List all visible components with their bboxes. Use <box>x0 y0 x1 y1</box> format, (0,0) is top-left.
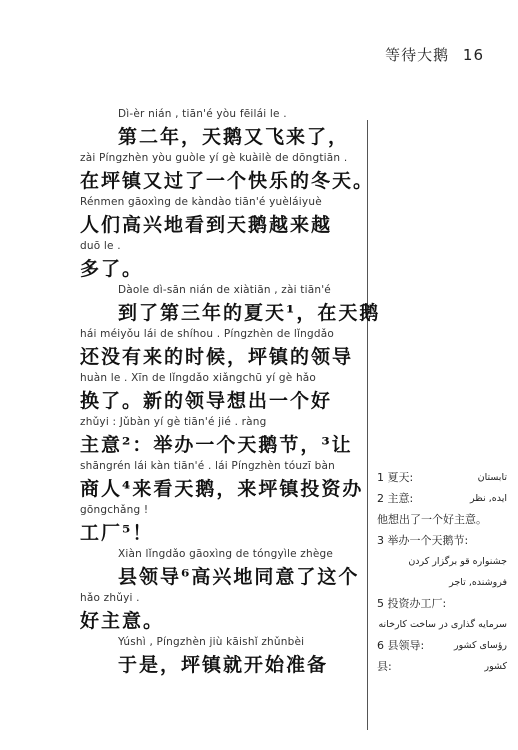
hanzi-line: 在坪镇又过了一个快乐的冬天。 <box>80 170 375 192</box>
note-persian: رؤسای کشور <box>454 640 507 651</box>
note-chinese: 他想出了一个好主意。 <box>377 513 487 526</box>
column-divider <box>367 120 368 730</box>
note-chinese: 5 投资办工厂: <box>377 597 447 610</box>
hanzi-line: 换了。新的领导想出一个好 <box>80 390 333 412</box>
note-chinese: 3 举办一个天鹅节: <box>377 534 469 547</box>
hanzi-line: 主意²：举办一个天鹅节，³让 <box>80 434 353 456</box>
note-chinese: 县: <box>377 660 392 673</box>
pinyin-line: zhǔyi : Jǔbàn yí gè tiān'é jié . ràng <box>80 416 267 428</box>
chapter-title: 等待大鹅 <box>385 46 450 64</box>
text-line <box>80 372 362 416</box>
text-line <box>80 328 362 372</box>
pinyin-line: Rénmen gāoxìng de kàndào tiān'é yuèláiyuè <box>80 196 322 208</box>
vocab-note <box>377 596 507 611</box>
note-persian: جشنواره قو برگزار کردن <box>408 556 507 567</box>
vocab-note <box>377 533 507 548</box>
pinyin-line: zài Píngzhèn yòu guòle yí gè kuàilè de dōngtiān . <box>80 152 348 164</box>
hanzi-line: 还没有来的时候，坪镇的领导 <box>80 346 354 368</box>
note-persian: تابستان <box>477 472 507 483</box>
text-line <box>80 108 362 152</box>
note-chinese: 2 主意: <box>377 492 414 505</box>
text-line <box>80 416 362 460</box>
text-line <box>80 240 362 284</box>
text-line <box>80 504 362 548</box>
pinyin-line: shāngrén lái kàn tiān'é . lái Píngzhèn tóuzī bàn <box>80 460 335 472</box>
vocab-note <box>377 491 507 506</box>
vocab-note <box>377 659 507 674</box>
note-persian: ایده, نظر <box>470 493 507 504</box>
hanzi-line: 工厂⁵！ <box>80 522 154 544</box>
pinyin-line: huàn le . Xīn de lǐngdǎo xiǎngchū yí gè hǎo <box>80 372 317 384</box>
text-line <box>80 636 362 680</box>
note-chinese: 6 县领导: <box>377 639 425 652</box>
text-line <box>80 284 381 328</box>
vocab-note <box>377 575 507 590</box>
text-line <box>80 548 362 592</box>
text-line <box>80 460 362 504</box>
text-line <box>80 152 375 196</box>
hanzi-line: 人们高兴地看到天鹅越来越 <box>80 214 333 236</box>
vocabulary-notes <box>377 470 507 680</box>
vocab-note <box>377 617 507 632</box>
hanzi-line: 县领导⁶高兴地同意了这个 <box>118 566 360 588</box>
note-persian: کشور <box>484 661 507 672</box>
pinyin-line: Yúshì , Píngzhèn jiù kāishǐ zhǔnbèi <box>118 636 305 648</box>
vocab-note <box>377 554 507 569</box>
pinyin-line: gōngchǎng ! <box>80 504 149 516</box>
note-chinese: 1 夏天: <box>377 471 414 484</box>
hanzi-line: 到了第三年的夏天¹，在天鹅 <box>118 302 381 324</box>
pinyin-line: Dàole dì-sān nián de xiàtiān , zài tiān'é <box>118 284 331 296</box>
hanzi-line: 多了。 <box>80 258 144 280</box>
hanzi-line: 第二年，天鹅又飞来了， <box>118 126 350 148</box>
hanzi-line: 商人⁴来看天鹅，来坪镇投资办 <box>80 478 364 500</box>
pinyin-line: Xiàn lǐngdǎo gāoxìng de tóngyìle zhège <box>118 548 334 560</box>
vocab-note <box>377 470 507 485</box>
hanzi-line: 好主意。 <box>80 610 165 632</box>
text-line <box>80 196 362 240</box>
note-persian: سرمایه گذاری در ساخت کارخانه <box>378 619 507 630</box>
text-line <box>80 592 362 636</box>
pinyin-line: hái méiyǒu lái de shíhou . Píngzhèn de lǐngdǎo <box>80 328 334 340</box>
note-persian: فروشنده, تاجر <box>449 577 507 588</box>
pinyin-line: duō le . <box>80 240 121 252</box>
vocab-note <box>377 638 507 653</box>
pinyin-line: Dì-èr nián , tiān'é yòu fēilái le . <box>118 108 287 120</box>
vocab-note <box>377 512 507 527</box>
page-number: 16 <box>462 46 484 64</box>
pinyin-line: hǎo zhǔyi . <box>80 592 140 604</box>
main-text <box>80 108 381 680</box>
hanzi-line: 于是，坪镇就开始准备 <box>118 654 329 676</box>
running-header <box>385 44 484 65</box>
